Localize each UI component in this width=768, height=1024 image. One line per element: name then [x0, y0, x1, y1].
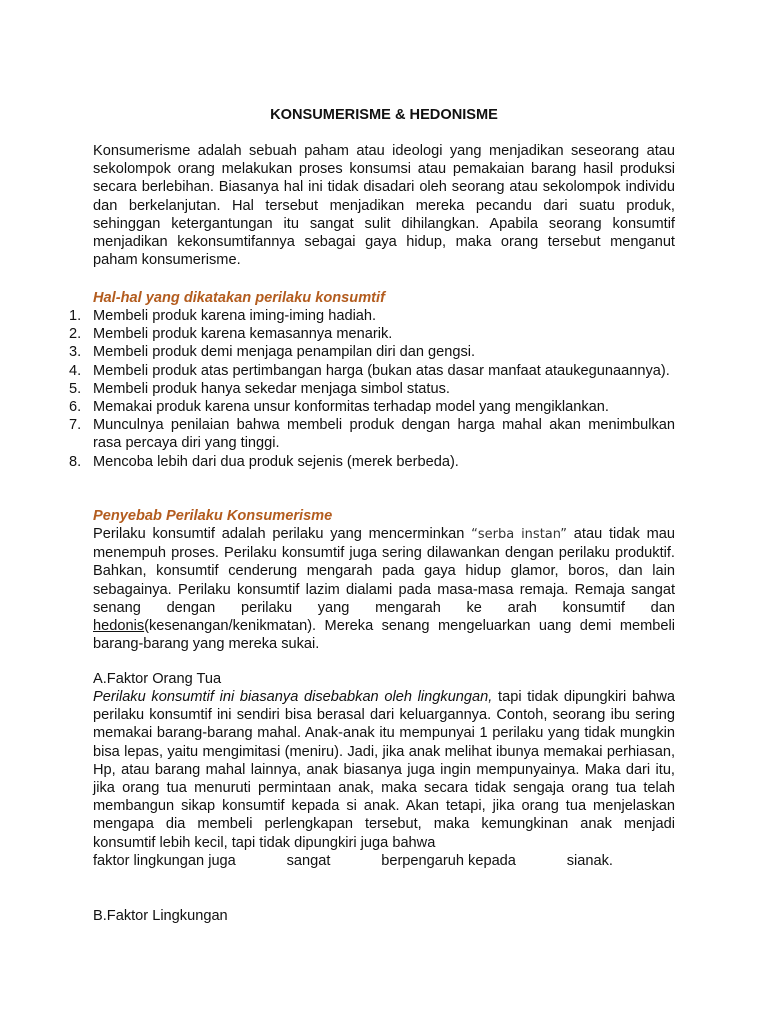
serba-instan-quote: “serba instan” [471, 527, 568, 542]
list-text: Membeli produk atas pertimbangan harga (bukan atas dasar manfaat ataukegunaannya). [93, 362, 670, 379]
list-number: 4. [69, 362, 82, 379]
list-item [69, 307, 675, 325]
penyebab-paragraph [93, 525, 675, 653]
list-text: Membeli produk karena kemasannya menarik. [93, 326, 393, 343]
list-item [69, 362, 675, 380]
list-item [69, 325, 675, 343]
penyebab-text-end: (kesenangan/kenikmatan). Mereka senang mengeluarkan uang demi membeli barang-barang yang mereka sukai. [93, 618, 675, 653]
list-number: 3. [69, 344, 82, 361]
list-number: 6. [69, 399, 82, 416]
factor-a-text: tapi tidak dipungkiri bahwa perilaku konsumtif ini sendiri bisa berasal dari keluargannya. Contoh, seorang ibu sering memakai barang-barang mahal. Anak-anak itu mempunyai 1 perilaku yang tidak mungkin bisa lepas, yaitu mengimitasi (meniru). Jadi, jika anak melihat ibunya memakai perhiasan, Hp, atau barang mahal lainnya, anak biasanya juga ingin mempunyainya. Maka dari itu, jika orang tua menuruti permintaan anak, maka secara tidak sengaja orang tua telah membangun sikap konsumtif kepada si anak. Akan tetapi, jika orang tua menjelaskan mengapa dia membeli perlengkapan tersebut, maka kemungkinan anak menjadi konsumtif lebih kecil, tapi tidak dipungkiri juga bahwa [93, 689, 676, 851]
factor-a-italic: Perilaku konsumtif ini biasanya disebabkan oleh lingkungan, [93, 689, 493, 705]
penyebab-text-mid: atau tidak mau menempuh proses. Perilaku konsumtif juga sering dilawankan dengan perilaku produktif. Bahkan, konsumtif cenderung mengarah pada gaya hidup glamor, boros, dan lain sebagainya. Perilaku konsumtif lazim dialami pada masa-masa remaja. Remaja sangat senang dengan perilaku yang mengarah ke arah konsumtif dan [93, 526, 675, 616]
hedonis-link-text: hedonis [93, 618, 145, 635]
list-number: 5. [69, 380, 82, 397]
list-text: Membeli produk hanya sekedar menjaga simbol status. [93, 380, 450, 397]
list-number: 7. [69, 417, 82, 434]
list-text: Membeli produk karena iming-iming hadiah. [93, 308, 377, 324]
list-item [69, 343, 675, 361]
list-text: Memakai produk karena unsur konformitas terhadap model yang mengiklankan. [93, 399, 609, 416]
last-word: sianak. [566, 853, 613, 869]
document-title: KONSUMERISME & HEDONISME [270, 107, 498, 123]
list-item [69, 416, 675, 452]
list-item [69, 453, 675, 471]
factor-a-heading: A.Faktor Orang Tua [93, 671, 222, 687]
list-number: 2. [69, 326, 82, 343]
list-text: Munculnya penilaian bahwa membeli produk dengan harga mahal akan menimbulkan rasa percaya diri yang tinggi. [93, 417, 675, 452]
last-word: sangat [286, 853, 331, 869]
factor-a-paragraph [93, 688, 675, 852]
factor-b-heading: B.Faktor Lingkungan [93, 908, 228, 924]
list-item [69, 398, 675, 416]
section-heading-konsumtif: Hal-hal yang dikatakan perilaku konsumtif [93, 290, 385, 306]
list-text: Mencoba lebih dari dua produk sejenis (merek berbeda). [93, 453, 459, 470]
penyebab-text-start: Perilaku konsumtif adalah perilaku yang mencerminkan [93, 526, 472, 542]
konsumtif-list [69, 307, 675, 471]
last-word: berpengaruh kepada [381, 853, 516, 869]
intro-paragraph: Konsumerisme adalah sebuah paham atau ideologi yang menjadikan seseorang atau sekolompok orang melakukan proses konsumsi atau pemakaian barang hasil produksi secara berlebihan. Biasanya hal ini tidak disadari oleh seorang atau sekolompok individu dan berkelanjutan. Hal tersebut menjadikan mereka pecandu dari suatu produk, sehinggan ketergantungan itu sangat sulit dihilangkan. Apabila seorang konsumtif menjadikan kekonsumtifannya sebagai gaya hidup, maka orang tersebut menganut paham konsumerisme. [93, 143, 675, 269]
list-number: 1. [69, 308, 82, 324]
list-number: 8. [69, 453, 82, 470]
factor-a-last-line [93, 852, 613, 870]
last-word: faktor lingkungan juga [93, 853, 236, 869]
list-item [69, 380, 675, 398]
list-text: Membeli produk demi menjaga penampilan diri dan gengsi. [93, 344, 476, 361]
section-heading-penyebab: Penyebab Perilaku Konsumerisme [93, 508, 333, 524]
